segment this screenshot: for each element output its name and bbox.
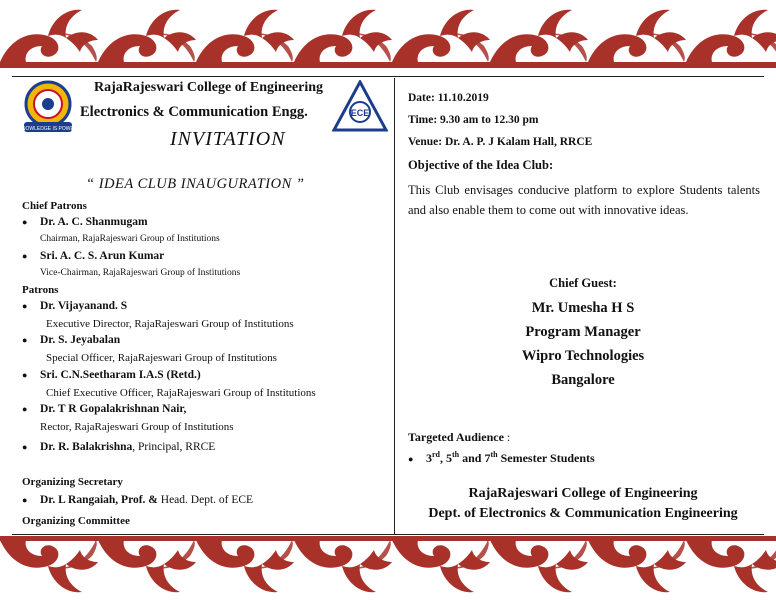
bullet-icon: ● [22, 495, 28, 505]
chief-patrons-heading: Chief Patrons [22, 200, 87, 212]
college-logo [20, 78, 76, 136]
objective-heading: Objective of the Idea Club: [408, 158, 554, 172]
bullet-icon: ● [22, 251, 28, 261]
chief-patron-2-name: Sri. A. C. S. Arun Kumar [40, 250, 165, 262]
sem-1: 3 [426, 451, 432, 465]
principal-role: , Principal, RRCE [132, 441, 216, 453]
patron-4-name: Dr. T R Gopalakrishnan Nair, [40, 403, 187, 415]
bottom-divider-line [12, 534, 764, 535]
invitation-heading: INVITATION [170, 128, 286, 150]
objective-text: This Club envisages conducive platform to explore Students talents and also enable them to come out with innovative ideas. [408, 183, 760, 217]
patron-2-name: Dr. S. Jeyabalan [40, 334, 121, 346]
logo-motto: KNOWLEDGE IS POWER [20, 126, 76, 132]
bullet-icon: ● [22, 404, 28, 414]
patron-1-name: Dr. Vijayanand. S [40, 300, 128, 312]
chief-guest-designation: Program Manager [525, 324, 641, 340]
event-time: Time: 9.30 am to 12.30 pm [408, 114, 539, 126]
patron-3-role: Chief Executive Officer, RajaRajeswari Group of Institutions [46, 387, 316, 399]
sem-3: 7 [484, 451, 491, 465]
center-fold-line [394, 78, 395, 534]
bottom-ornament-pattern [0, 536, 776, 600]
chief-patron-2 [22, 250, 164, 262]
chief-patron-1-role: Chairman, RajaRajeswari Group of Institutions [40, 234, 220, 244]
patron-1-role: Executive Director, RajaRajeswari Group of Institutions [46, 318, 294, 330]
patron-2-role: Special Officer, RajaRajeswari Group of Institutions [46, 352, 277, 364]
chief-guest-company: Wipro Technologies [521, 348, 645, 364]
patron-3-name: Sri. C.N.Seetharam I.A.S (Retd.) [40, 369, 201, 381]
targeted-audience-label: Targeted Audience [408, 430, 504, 444]
patron-3 [22, 369, 201, 381]
bottom-ornament-border [0, 536, 776, 600]
chief-guest-heading: Chief Guest: [549, 276, 617, 290]
patrons-heading: Patrons [22, 284, 59, 296]
sem-2-suffix: th [452, 450, 460, 459]
principal-name: Dr. R. Balakrishna [40, 441, 133, 453]
organizing-secretary [22, 494, 253, 506]
bullet-icon: ● [22, 442, 28, 452]
department-name: Electronics & Communication Engg. [80, 104, 308, 120]
bullet-icon: ● [408, 454, 414, 464]
patron-2 [22, 334, 120, 346]
footer-college: RajaRajeswari College of Engineering [468, 486, 698, 501]
chief-patron-1-name: Dr. A. C. Shanmugam [40, 216, 148, 228]
top-ornament-pattern [0, 0, 776, 68]
sem-3-suffix: th [490, 450, 498, 459]
chief-patron-2-role: Vice-Chairman, RajaRajeswari Group of Institutions [40, 268, 241, 278]
footer-department: Dept. of Electronics & Communication Engineering [428, 506, 738, 521]
organizing-secretary-name: Dr. L Rangaiah, Prof. & [40, 494, 158, 506]
chief-guest-city: Bangalore [551, 372, 615, 388]
audience-item: ● 3rd, 5th and 7th Semester Students [408, 450, 595, 465]
organizing-secretary-heading: Organizing Secretary [22, 476, 123, 488]
bullet-icon: ● [22, 301, 28, 311]
sem-2: 5 [446, 451, 452, 465]
patron-4 [22, 403, 186, 415]
event-venue: Venue: Dr. A. P. J Kalam Hall, RRCE [408, 136, 593, 148]
bullet-icon: ● [22, 370, 28, 380]
principal [22, 441, 215, 453]
targeted-audience [408, 430, 510, 445]
targeted-audience-colon: : [503, 430, 511, 444]
department-logo [332, 80, 388, 132]
college-name: RajaRajeswari College of Engineering [94, 80, 324, 95]
chief-patron-1 [22, 216, 148, 228]
right-panel [404, 78, 762, 534]
department-logo-text: ECE [350, 108, 370, 118]
organizing-secretary-role: Head. Dept. of ECE [157, 494, 254, 506]
bullet-icon: ● [22, 217, 28, 227]
patron-1 [22, 300, 127, 312]
patron-4-role: Rector, RajaRajeswari Group of Institutions [40, 421, 234, 433]
chief-guest-name: Mr. Umesha H S [531, 300, 635, 316]
audience-tail: Semester Students [497, 451, 595, 465]
top-divider-line [12, 76, 764, 77]
left-panel [14, 78, 392, 534]
organizing-committee-heading: Organizing Committee [22, 515, 130, 527]
sem-1-suffix: rd [432, 450, 440, 459]
event-date: Date: 11.10.2019 [408, 92, 489, 104]
top-ornament-border [0, 0, 776, 68]
event-title: “ IDEA CLUB INAUGURATION ” [86, 176, 305, 192]
bullet-icon: ● [22, 335, 28, 345]
